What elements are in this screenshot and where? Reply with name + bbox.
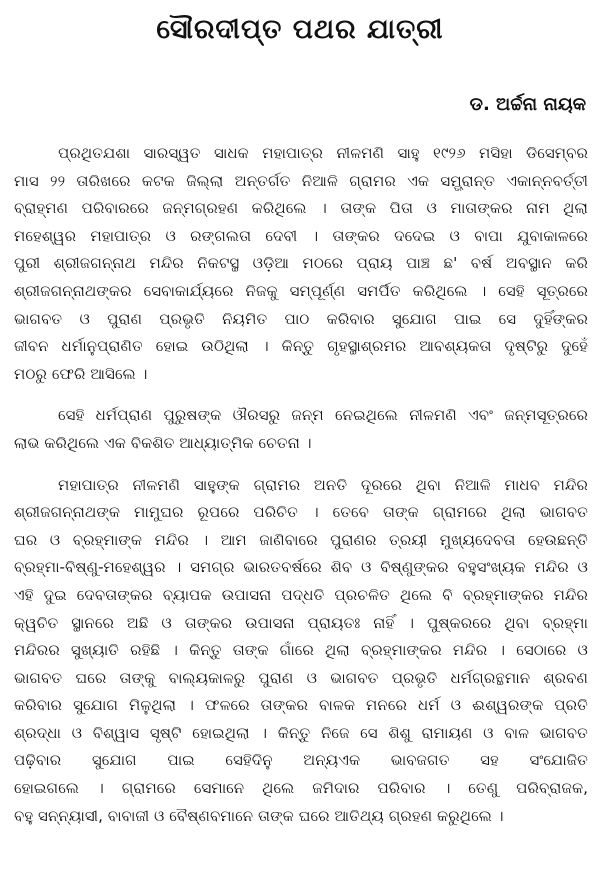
paragraph [14, 472, 588, 831]
article-title: ସୌରଦୀପ୍ତ ପଥର ଯାତ୍ରୀ [156, 14, 444, 45]
text-line: ଶ୍ରୀଜଗନ୍ନାଥଙ୍କର ସେବାକାର୍ଯ୍ୟରେ ନିଜକୁ ସମ୍ପୂର୍ଣ୍ଣ ସମର୍ପିତ କରିଥିଲେ । ସେହି ସୂତ୍ରରେ [14, 281, 588, 300]
paragraph [14, 402, 588, 457]
author-name: ଡ. ଅର୍ଚ୍ଚନା ନାୟକ [469, 94, 586, 115]
text-line: ଲାଭ କରିଥିଲେ ଏକ ବିକଶିତ ଆଧ୍ୟାତ୍ମିକ ଚେତନା । [14, 433, 312, 452]
text-line: ବ୍ରାହ୍ମଣ ପରିବାରରେ ଜନ୍ମଗ୍ରହଣ କରିଥିଲେ । ତାଙ୍କ ପିତା ଓ ମାତାଙ୍କର ନାମ ଥିଲା [14, 199, 588, 218]
text-line: ହୋଇଗଲେ । ଗ୍ରାମରେ ସେମାନେ ଥିଲେ ଜମିଦାର ପରିବାର । ତେଣୁ ପରିବ୍ରାଜକ, [14, 779, 588, 798]
text-line: ମହେଶ୍ୱର ମହାପାତ୍ର ଓ ରଙ୍ଗଲତା ଦେବୀ । ତାଙ୍କର ଦଦେଇ ଓ ବାପା ଯୁବାକାଳରେ [14, 226, 588, 245]
text-line: କରିବାର ସୁଯୋଗ ମିଳୁଥିଲା । ଫଳରେ ତାଙ୍କର ବାଳକ ମନରେ ଧର୍ମ ଓ ଈଶ୍ୱରଙ୍କ ପ୍ରତି [14, 696, 588, 715]
text-line: ଭାଗବତ ଓ ପୁରାଣ ପ୍ରଭୃତି ନିୟମିତ ପାଠ କରିବାର ସୁଯୋଗ ପାଇ ସେ ଦୁହିଁଙ୍କର [14, 309, 588, 328]
text-line: ମହାପାତ୍ର ନୀଳମଣି ସାହୁଙ୍କ ଗ୍ରାମର ଅନତି ଦୂରରେ ଥିବା ନିଆଳି ମାଧବ ମନ୍ଦିର [58, 475, 588, 494]
text-line: ଭାଗବତ ଘରେ ତାଙ୍କୁ ବାଲ୍ୟକାଳରୁ ପୁରାଣ ଓ ଭାଗବତ ପ୍ରଭୃତି ଧର୍ମଗ୍ରନ୍ଥମାନ ଶ୍ରବଣ [14, 668, 588, 687]
text-line: ସେହି ଧର୍ମପ୍ରାଣ ପୁରୁଷଙ୍କ ଔରସରୁ ଜନ୍ମ ନେଇଥିଲେ ନୀଳମଣି ଏବଂ ଜନ୍ମସୂତ୍ରରେ [58, 406, 588, 425]
article-body [14, 140, 588, 844]
text-line: ଏହି ଦୁଇ ଦେବତାଙ୍କର ବ୍ୟାପକ ଉପାସନା ପଦ୍ଧତି ପ୍ରଚଳିତ ଥିଲେ ବି ବ୍ରହ୍ମାଙ୍କର ମନ୍ଦିର [14, 585, 588, 604]
text-line: ଶ୍ରୀଜଗନ୍ନାଥଙ୍କ ମାମୁଘର ରୂପରେ ପରିଚିତ । ତେବେ ତାଙ୍କ ଗ୍ରାମରେ ଥିଲା ଭାଗବତ [14, 503, 588, 522]
text-line: କ୍ୱଚିତ ସ୍ଥାନରେ ଅଛି ଓ ତାଙ୍କର ଉପାସନା ପ୍ରାୟତଃ ନାହିଁ । ପୁଷ୍କରରେ ଥିବା ବ୍ରହ୍ମା [14, 613, 588, 632]
text-line: ବ୍ରହ୍ମା-ବିଷ୍ଣୁ-ମହେଶ୍ୱର । ସମଗ୍ର ଭାରତବର୍ଷରେ ଶିବ ଓ ବିଷ୍ଣୁଙ୍କର ବହୁସଂଖ୍ୟକ ମନ୍ଦିର ଓ [14, 558, 588, 577]
text-line: ମଠରୁ ଫେରି ଆସିଲେ । [14, 364, 148, 383]
text-line: ବହୁ ସନ୍ନ୍ୟାସୀ, ବାବାଜୀ ଓ ବୈଷ୍ଣବମାନେ ତାଙ୍କ ଘରେ ଆତିଥ୍ୟ ଗ୍ରହଣ କରୁଥିଲେ । [14, 806, 504, 825]
text-line: ଘର ଓ ବ୍ରହ୍ମାଙ୍କ ମନ୍ଦିର । ଆମ ଜାଣିବାରେ ପୁରାଣର ତ୍ରୟୀ ମୁଖ୍ୟଦେବତା ହେଉଛନ୍ତି [14, 530, 588, 549]
text-line: ମାସ ୨୨ ତାରିଖରେ କଟକ ଜିଲ୍ଲା ଅନ୍ତର୍ଗତ ନିଆଳି ଗ୍ରାମର ଏକ ସମ୍ଭ୍ରାନ୍ତ ଏକାନ୍ନବର୍ତ୍ତୀ [14, 171, 588, 190]
text-line: ଜୀବନ ଧର୍ମାନୁପ୍ରାଣିତ ହୋଇ ଉଠିଥିଲା । କିନ୍ତୁ ଗୃହସ୍ଥାଶ୍ରମର ଆବଶ୍ୟକତା ଦୃଷ୍ଟିରୁ ଦୁହେଁ [14, 337, 588, 356]
text-line: ଶ୍ରଦ୍ଧା ଓ ବିଶ୍ୱାସ ସୃଷ୍ଟି ହୋଇଥିଲା । କିନ୍ତୁ ନିଜେ ସେ ଶିଶୁ ରାମାୟଣ ଓ ବାଳ ଭାଗବତ [14, 723, 588, 742]
text-line: ମନ୍ଦିରର ସୁଖ୍ୟାତି ରହିଛି । କିନ୍ତୁ ତାଙ୍କ ଗାଁରେ ଥିଲା ବ୍ରହ୍ମାଙ୍କର ମନ୍ଦିର । ସେଠାରେ ଓ [14, 641, 588, 660]
text-line: ପ୍ରଥିତଯଶା ସାରସ୍ୱତ ସାଧକ ମହାପାତ୍ର ନୀଳମଣି ସାହୁ ୧୯୨୬ ମସିହା ଡିସେମ୍ବର [58, 144, 588, 162]
text-line: ପଢ଼ିବାର ସୁଯୋଗ ପାଇ ସେହିଦିନୁ ଅନ୍ୟଏକ ଭାବଜଗତ ସହ ସଂଯୋଜିତ [14, 751, 588, 770]
paragraph [14, 140, 588, 388]
text-line: ପୁରୀ ଶ୍ରୀଜଗନ୍ନାଥ ମନ୍ଦିର ନିକଟସ୍ଥ ଓଡ଼ିଆ ମଠରେ ପ୍ରାୟ ପାଞ୍ଚ ଛ' ବର୍ଷ ଅବସ୍ଥାନ କରି [14, 254, 588, 273]
